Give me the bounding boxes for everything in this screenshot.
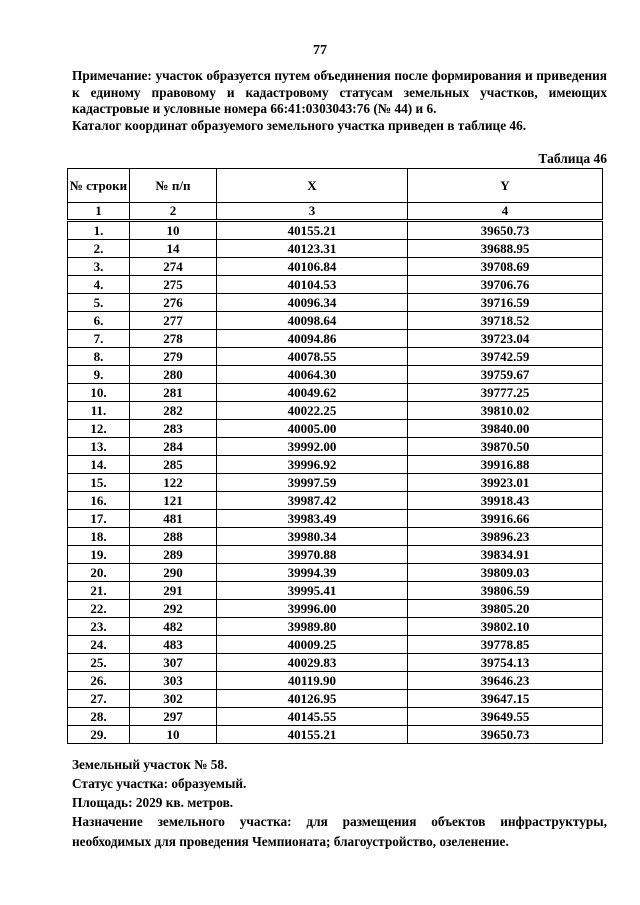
- point-number-cell: 277: [130, 312, 217, 330]
- table-body: [68, 221, 603, 744]
- table-row: [68, 348, 603, 366]
- row-number-cell: 21.: [68, 582, 130, 600]
- y-cell: 39778.85: [408, 636, 603, 654]
- row-number-cell: 12.: [68, 420, 130, 438]
- table-row: [68, 240, 603, 258]
- point-number-cell: 292: [130, 600, 217, 618]
- x-cell: 39992.00: [217, 438, 408, 456]
- table-header-row: [68, 169, 603, 203]
- status-value: образуемый.: [171, 776, 247, 791]
- note-text: Примечание: участок образуется путем объединения после формирования и приведения к единому правовому и кадастровому статусам земельных участков, имеющих кадастровые и условные номера 66:41:0303043:76 (№ 44) и 6.: [72, 68, 607, 116]
- page-number: 77: [313, 43, 327, 58]
- y-cell: 39806.59: [408, 582, 603, 600]
- point-number-cell: 302: [130, 690, 217, 708]
- point-number-cell: 288: [130, 528, 217, 546]
- x-cell: 40145.55: [217, 708, 408, 726]
- table-row: [68, 636, 603, 654]
- y-cell: 39834.91: [408, 546, 603, 564]
- area-label: Площадь:: [72, 795, 133, 810]
- table-row: [68, 726, 603, 744]
- row-number-cell: 29.: [68, 726, 130, 744]
- table-row: [68, 456, 603, 474]
- table-row: [68, 474, 603, 492]
- point-number-cell: 282: [130, 402, 217, 420]
- table-row: [68, 366, 603, 384]
- plot-title: Земельный участок № 58.: [72, 757, 228, 772]
- status-label: Статус участка:: [72, 776, 169, 791]
- row-number-cell: 5.: [68, 294, 130, 312]
- x-cell: 40022.25: [217, 402, 408, 420]
- point-number-cell: 285: [130, 456, 217, 474]
- table-row: [68, 420, 603, 438]
- x-cell: 40096.34: [217, 294, 408, 312]
- row-number-cell: 17.: [68, 510, 130, 528]
- x-cell: 40098.64: [217, 312, 408, 330]
- y-cell: 39650.73: [408, 221, 603, 240]
- y-cell: 39810.02: [408, 402, 603, 420]
- y-cell: 39706.76: [408, 276, 603, 294]
- row-number-cell: 9.: [68, 366, 130, 384]
- point-number-cell: 14: [130, 240, 217, 258]
- x-cell: 39997.59: [217, 474, 408, 492]
- area-value: 2029 кв. метров.: [135, 795, 234, 810]
- x-cell: 40126.95: [217, 690, 408, 708]
- index-cell: 1: [68, 203, 130, 221]
- point-number-cell: 284: [130, 438, 217, 456]
- row-number-cell: 25.: [68, 654, 130, 672]
- table-row: [68, 384, 603, 402]
- table-row: [68, 690, 603, 708]
- row-number-cell: 22.: [68, 600, 130, 618]
- point-number-cell: 307: [130, 654, 217, 672]
- y-cell: 39809.03: [408, 564, 603, 582]
- table-row: [68, 438, 603, 456]
- y-cell: 39649.55: [408, 708, 603, 726]
- header-x: X: [217, 169, 408, 203]
- table-index-row: [68, 203, 603, 221]
- y-cell: 39759.67: [408, 366, 603, 384]
- index-cell: 3: [217, 203, 408, 221]
- table-row: [68, 294, 603, 312]
- purpose-value: для размещения объектов инфраструктуры, необходимых для проведения Чемпионата; благоустройство, озеленение.: [72, 814, 608, 849]
- point-number-cell: 275: [130, 276, 217, 294]
- x-cell: 40078.55: [217, 348, 408, 366]
- point-number-cell: 280: [130, 366, 217, 384]
- row-number-cell: 24.: [68, 636, 130, 654]
- table-row: [68, 402, 603, 420]
- y-cell: 39918.43: [408, 492, 603, 510]
- row-number-cell: 26.: [68, 672, 130, 690]
- row-number-cell: 28.: [68, 708, 130, 726]
- y-cell: 39805.20: [408, 600, 603, 618]
- row-number-cell: 14.: [68, 456, 130, 474]
- row-number-cell: 16.: [68, 492, 130, 510]
- y-cell: 39688.95: [408, 240, 603, 258]
- x-cell: 39996.00: [217, 600, 408, 618]
- table-row: [68, 546, 603, 564]
- x-cell: 39980.34: [217, 528, 408, 546]
- x-cell: 39989.80: [217, 618, 408, 636]
- y-cell: 39742.59: [408, 348, 603, 366]
- row-number-cell: 27.: [68, 690, 130, 708]
- row-number-cell: 8.: [68, 348, 130, 366]
- row-number-cell: 1.: [68, 221, 130, 240]
- point-number-cell: 303: [130, 672, 217, 690]
- row-number-cell: 6.: [68, 312, 130, 330]
- row-number-cell: 23.: [68, 618, 130, 636]
- table-row: [68, 276, 603, 294]
- x-cell: 40094.86: [217, 330, 408, 348]
- x-cell: 39970.88: [217, 546, 408, 564]
- catalog-reference: Каталог координат образуемого земельного участка приведен в таблице 46.: [72, 117, 527, 133]
- y-cell: 39870.50: [408, 438, 603, 456]
- index-cell: 4: [408, 203, 603, 221]
- row-number-cell: 3.: [68, 258, 130, 276]
- table-row: [68, 258, 603, 276]
- point-number-cell: 10: [130, 221, 217, 240]
- point-number-cell: 122: [130, 474, 217, 492]
- header-row-number: № строки: [68, 169, 130, 203]
- x-cell: 40005.00: [217, 420, 408, 438]
- table-row: [68, 708, 603, 726]
- row-number-cell: 10.: [68, 384, 130, 402]
- row-number-cell: 18.: [68, 528, 130, 546]
- x-cell: 39996.92: [217, 456, 408, 474]
- x-cell: 40104.53: [217, 276, 408, 294]
- coordinates-table: [67, 168, 603, 744]
- x-cell: 40119.90: [217, 672, 408, 690]
- point-number-cell: 281: [130, 384, 217, 402]
- table-row: [68, 528, 603, 546]
- header-point-number: № п/п: [130, 169, 217, 203]
- y-cell: 39923.01: [408, 474, 603, 492]
- table-row: [68, 221, 603, 240]
- point-number-cell: 274: [130, 258, 217, 276]
- y-cell: 39802.10: [408, 618, 603, 636]
- point-number-cell: 291: [130, 582, 217, 600]
- x-cell: 40029.83: [217, 654, 408, 672]
- table-row: [68, 582, 603, 600]
- y-cell: 39777.25: [408, 384, 603, 402]
- point-number-cell: 297: [130, 708, 217, 726]
- y-cell: 39896.23: [408, 528, 603, 546]
- y-cell: 39718.52: [408, 312, 603, 330]
- row-number-cell: 11.: [68, 402, 130, 420]
- point-number-cell: 283: [130, 420, 217, 438]
- y-cell: 39916.66: [408, 510, 603, 528]
- table-row: [68, 564, 603, 582]
- point-number-cell: 121: [130, 492, 217, 510]
- table-row: [68, 618, 603, 636]
- point-number-cell: 483: [130, 636, 217, 654]
- purpose-label: Назначение земельного участка:: [72, 814, 292, 829]
- row-number-cell: 19.: [68, 546, 130, 564]
- point-number-cell: 290: [130, 564, 217, 582]
- x-cell: 40049.62: [217, 384, 408, 402]
- table-row: [68, 510, 603, 528]
- plot-info: [72, 755, 607, 852]
- table-caption: Таблица 46: [538, 151, 607, 166]
- table-row: [68, 672, 603, 690]
- plot-status: [72, 774, 607, 793]
- table-row: [68, 600, 603, 618]
- point-number-cell: 10: [130, 726, 217, 744]
- x-cell: 39987.42: [217, 492, 408, 510]
- y-cell: 39916.88: [408, 456, 603, 474]
- x-cell: 40064.30: [217, 366, 408, 384]
- x-cell: 39995.41: [217, 582, 408, 600]
- row-number-cell: 15.: [68, 474, 130, 492]
- plot-purpose: [72, 812, 607, 852]
- point-number-cell: 482: [130, 618, 217, 636]
- row-number-cell: 7.: [68, 330, 130, 348]
- table-row: [68, 330, 603, 348]
- index-cell: 2: [130, 203, 217, 221]
- x-cell: 39994.39: [217, 564, 408, 582]
- x-cell: 39983.49: [217, 510, 408, 528]
- x-cell: 40155.21: [217, 726, 408, 744]
- y-cell: 39647.15: [408, 690, 603, 708]
- table-row: [68, 312, 603, 330]
- y-cell: 39716.59: [408, 294, 603, 312]
- table-row: [68, 492, 603, 510]
- y-cell: 39708.69: [408, 258, 603, 276]
- header-y: Y: [408, 169, 603, 203]
- point-number-cell: 276: [130, 294, 217, 312]
- point-number-cell: 279: [130, 348, 217, 366]
- x-cell: 40009.25: [217, 636, 408, 654]
- y-cell: 39646.23: [408, 672, 603, 690]
- point-number-cell: 481: [130, 510, 217, 528]
- y-cell: 39650.73: [408, 726, 603, 744]
- point-number-cell: 278: [130, 330, 217, 348]
- point-number-cell: 289: [130, 546, 217, 564]
- y-cell: 39754.13: [408, 654, 603, 672]
- row-number-cell: 20.: [68, 564, 130, 582]
- plot-area: [72, 793, 607, 812]
- x-cell: 40155.21: [217, 221, 408, 240]
- x-cell: 40123.31: [217, 240, 408, 258]
- row-number-cell: 4.: [68, 276, 130, 294]
- row-number-cell: 13.: [68, 438, 130, 456]
- row-number-cell: 2.: [68, 240, 130, 258]
- y-cell: 39723.04: [408, 330, 603, 348]
- x-cell: 40106.84: [217, 258, 408, 276]
- table-row: [68, 654, 603, 672]
- note-block: [72, 68, 607, 134]
- y-cell: 39840.00: [408, 420, 603, 438]
